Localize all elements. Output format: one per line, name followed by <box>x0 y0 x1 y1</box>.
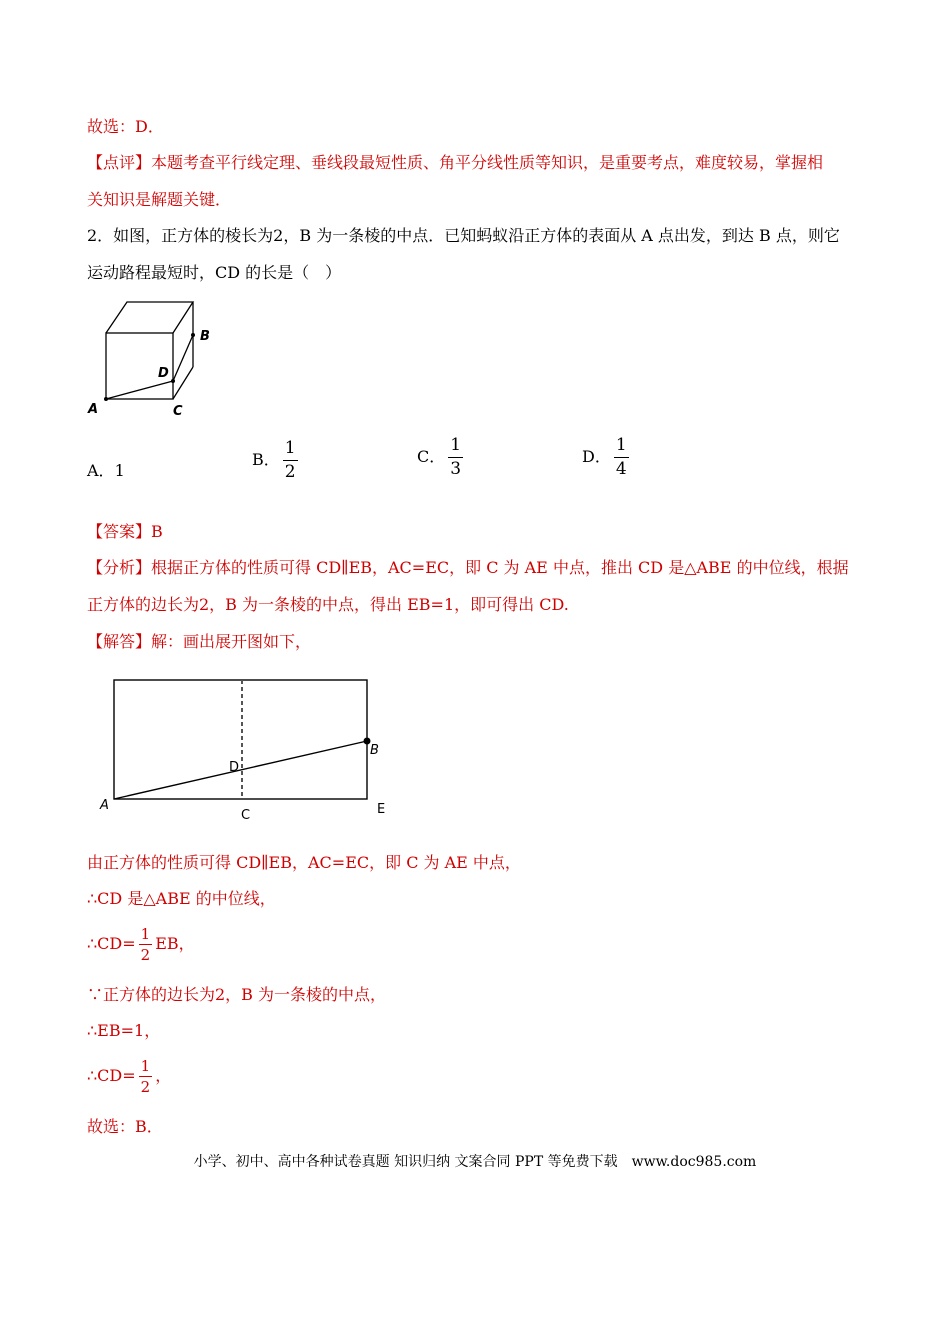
solution-choice: 故选：B． <box>87 1117 163 1136</box>
fraction: $\frac{1}{2}$ <box>140 925 151 964</box>
cube-top-face <box>106 302 193 333</box>
comment-text-1: 本题考查平行线定理、垂线段最短性质、角平分线性质等知识，是重要考点，难度较易，掌握相 <box>151 153 824 172</box>
solution-intro: 【解答】解：画出展开图如下， <box>87 632 312 651</box>
option-b: B． $\frac{1}{2}$ <box>252 438 296 482</box>
solution-tag: 【解答】 <box>87 632 152 651</box>
fraction: $\frac{1}{2}$ <box>140 1057 151 1096</box>
net-label-A: A <box>100 798 109 813</box>
option-a: A．1 <box>87 461 125 480</box>
net-label-B: B <box>370 743 379 758</box>
comment-tag: 【点评】 <box>87 153 152 172</box>
point-D <box>171 379 175 383</box>
analysis-tag: 【分析】 <box>87 558 152 577</box>
option-d: D． $\frac{1}{4}$ <box>582 435 627 479</box>
question-line-2: 运动路程最短时，CD 的长是（ ） <box>87 263 342 282</box>
path-D-B <box>173 335 193 381</box>
solution-step-1: 由正方体的性质可得 CD∥EB，AC=EC，即 C 为 AE 中点， <box>87 853 521 872</box>
option-c: C． $\frac{1}{3}$ <box>417 435 462 479</box>
point-B <box>191 333 195 337</box>
cube-label-A: A <box>88 402 99 417</box>
fraction: $\frac{1}{3}$ <box>450 435 462 479</box>
answer-tag: 【答案】 <box>87 522 152 541</box>
cube-figure <box>85 295 225 425</box>
cube-label-B: B <box>200 329 210 344</box>
net-label-E: E <box>377 802 386 817</box>
path-A-D <box>106 381 173 399</box>
solution-step-3: ∴CD= $\frac{1}{2}$ EB， <box>87 925 195 964</box>
net-figure <box>95 672 395 827</box>
cube-bottom-right-edge <box>173 367 193 399</box>
path-A-B <box>114 741 367 799</box>
cube-label-C: C <box>173 404 183 419</box>
point-A <box>104 397 108 401</box>
footer-text: 小学、初中、高中各种试卷真题 知识归纳 文案合同 PPT 等免费下载 www.doc985.com <box>193 1154 757 1170</box>
answer <box>87 522 163 542</box>
prev-comment-line2: 关知识是解题关键． <box>87 190 232 209</box>
solution-step-2: ∴CD 是△ABE 的中位线， <box>87 889 276 908</box>
net-label-D: D <box>229 760 240 775</box>
analysis-text-1: 根据正方体的性质可得 CD∥EB，AC=EC，即 C 为 AE 中点，推出 CD 是△ABE 的中位线，根据 <box>151 558 849 577</box>
solution-step-6: ∴CD= $\frac{1}{2}$ ， <box>87 1057 172 1096</box>
prev-comment <box>87 153 823 173</box>
net-rectangle <box>114 680 367 799</box>
solution-step-5: ∴EB=1， <box>87 1021 161 1040</box>
cube-label-D: D <box>158 366 169 381</box>
fraction: $\frac{1}{2}$ <box>284 438 296 482</box>
fraction: $\frac{1}{4}$ <box>615 435 627 479</box>
question-line-1: 2．如图，正方体的棱长为2，B 为一条棱的中点．已知蚂蚁沿正方体的表面从 A 点出发，到达 B 点，则它 <box>87 226 840 245</box>
analysis-line-2: 正方体的边长为2，B 为一条棱的中点，得出 EB=1，即可得出 CD. <box>87 595 569 614</box>
net-label-C: C <box>241 808 251 823</box>
solution-step-4: ∵正方体的边长为2，B 为一条棱的中点， <box>87 985 387 1004</box>
analysis <box>87 558 849 578</box>
prev-choice: 故选：D． <box>87 117 164 136</box>
answer-value: B <box>151 522 163 541</box>
